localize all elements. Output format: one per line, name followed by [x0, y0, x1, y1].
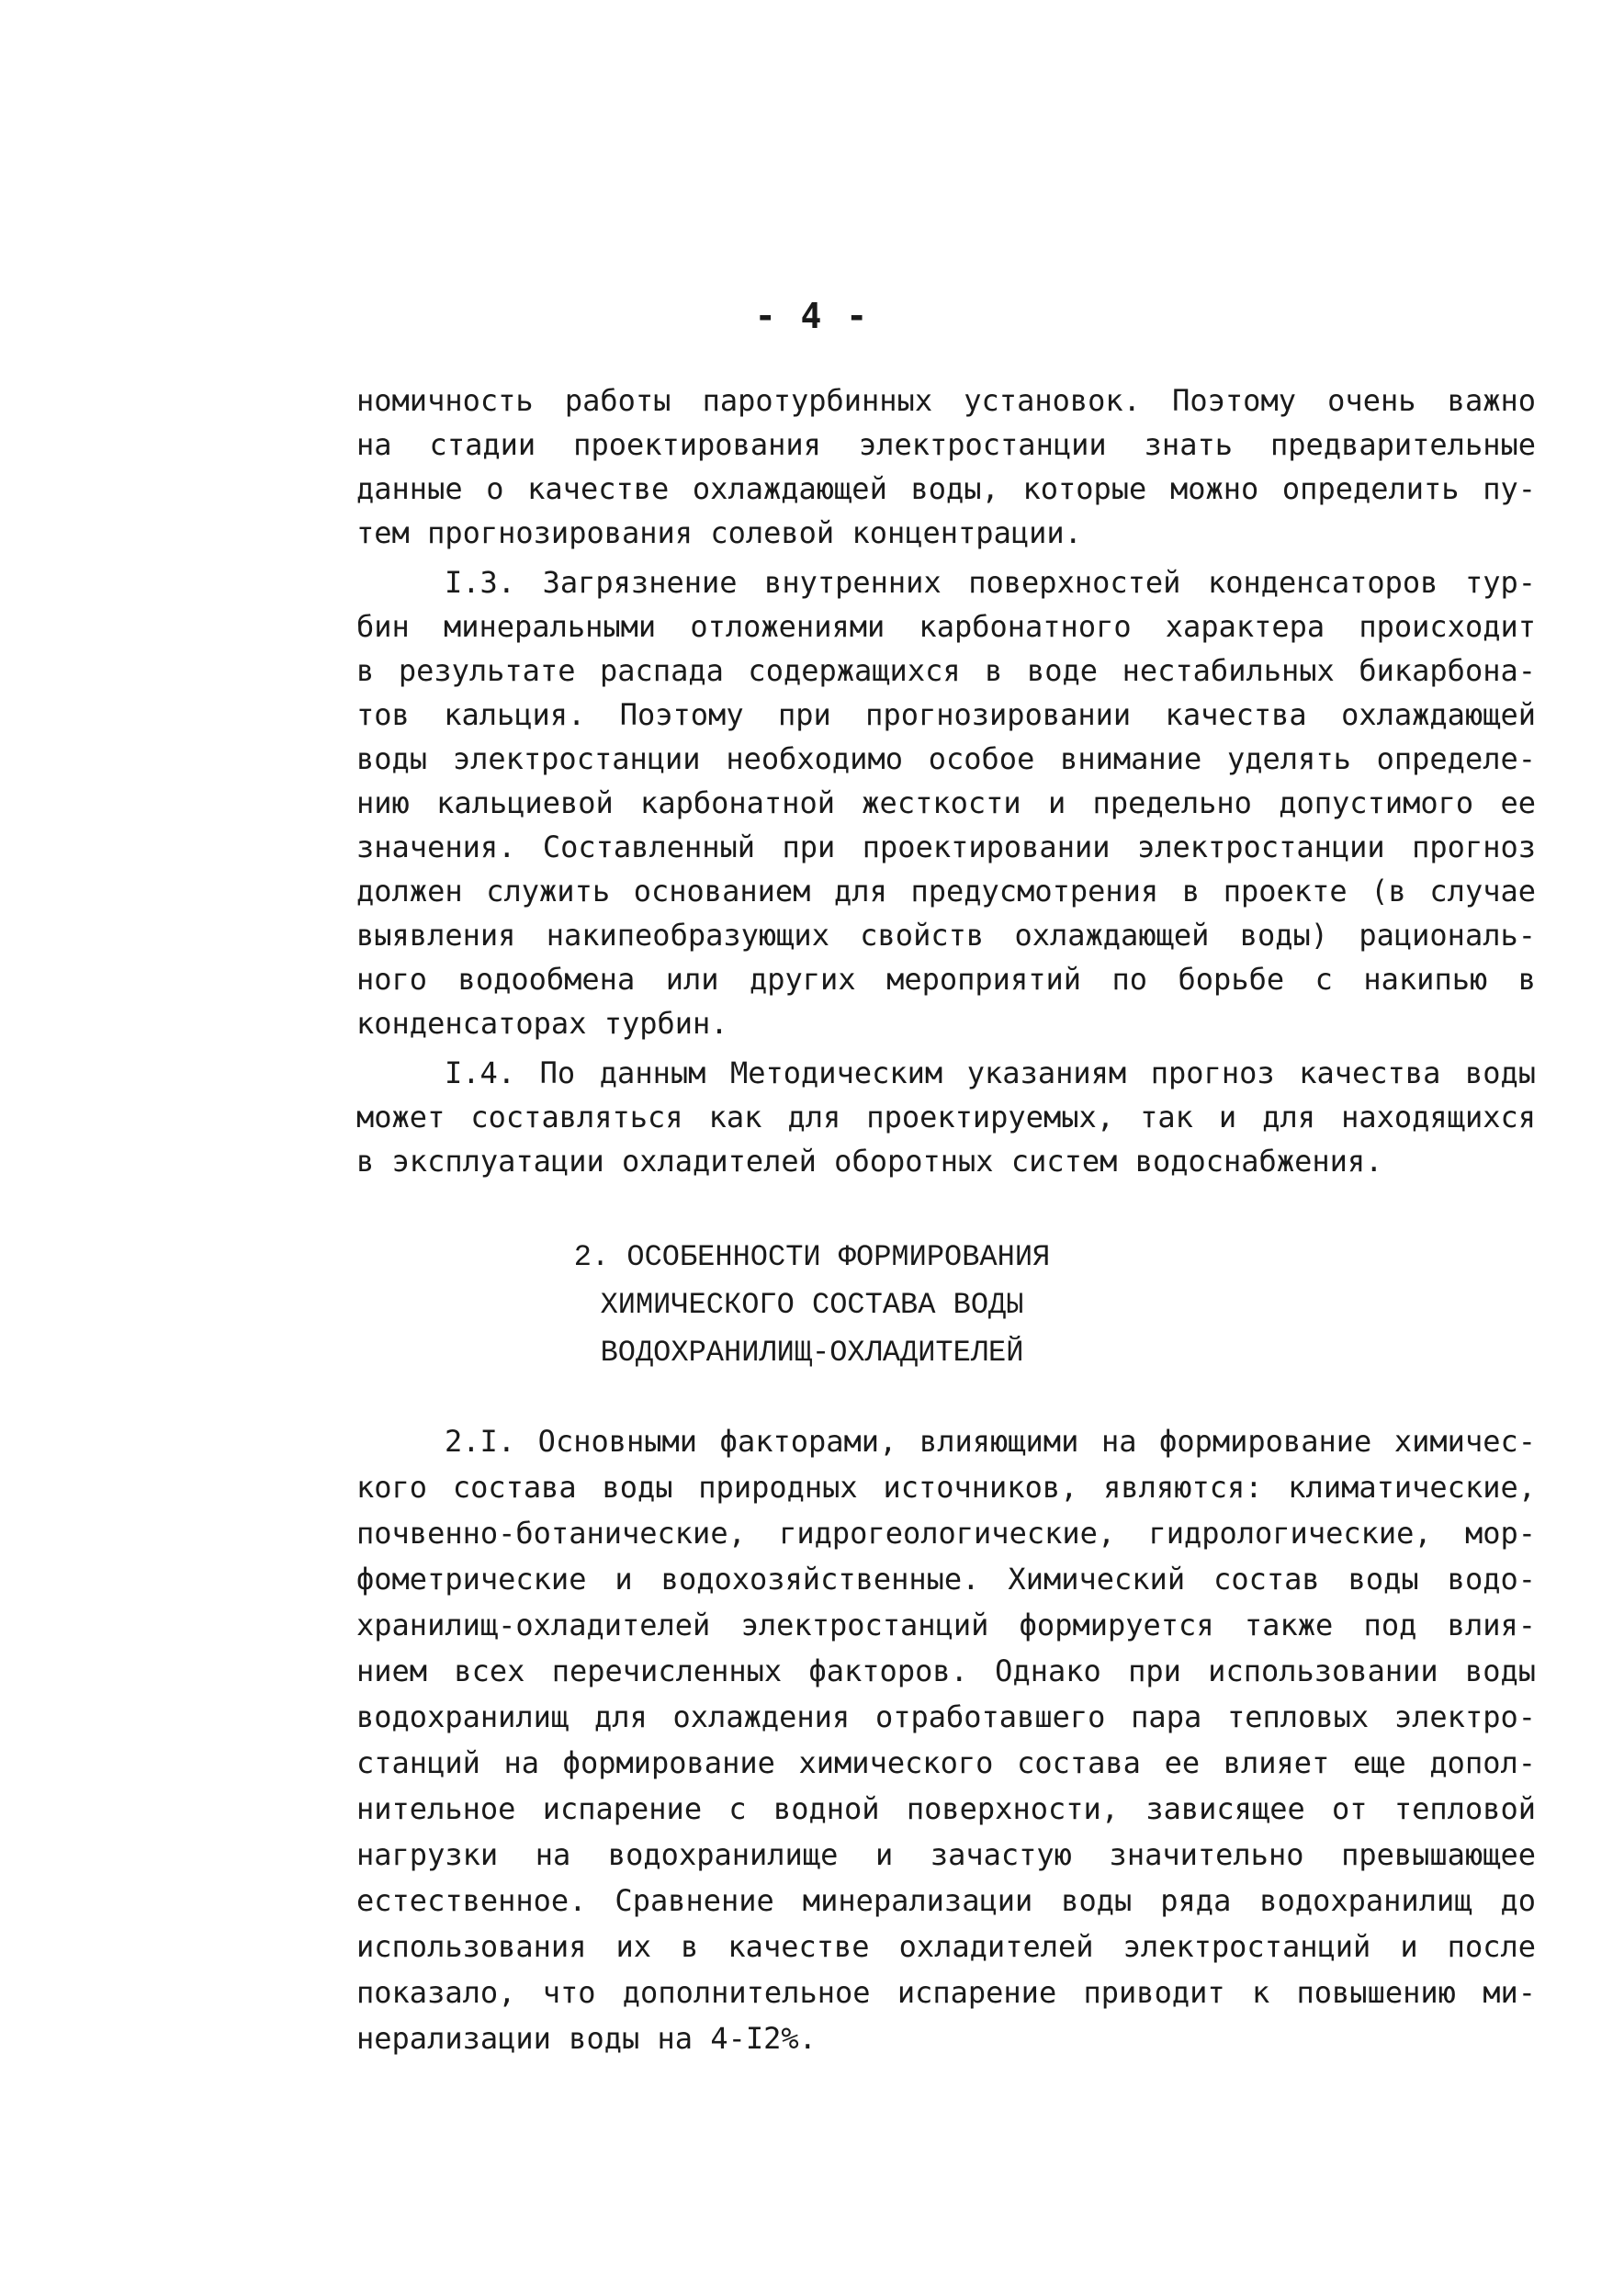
section-2-1-line: нерализации воды на 4-I2%.: [356, 2021, 817, 2056]
section-1-3-line: в результате распада содержащихся в воде нестабильных бикарбона-: [356, 653, 1536, 688]
section-1-4-line: I.4. По данным Методическим указаниям прогноз качества воды: [445, 1055, 1536, 1090]
section-1-4-line: может составляться как для проектируемых, так и для находящихся: [356, 1100, 1536, 1134]
section-1-3-line: воды электростанции необходимо особое внимание уделять определе-: [356, 741, 1536, 776]
section-1-3-line: I.3. Загрязнение внутренних поверхностей конденсаторов тур-: [445, 565, 1536, 600]
section-2-1-line: кого состава воды природных источников, являются: климатические,: [356, 1470, 1536, 1505]
section-2-1-line: почвенно-ботанические, гидрогеологические, гидрологические, мор-: [356, 1516, 1536, 1551]
section-2-1-line: станций на формирование химического состава ее влияет еще допол-: [356, 1745, 1536, 1780]
section-1-3-line: конденсаторах турбин.: [356, 1006, 728, 1041]
paragraph-1-line: тем прогнозирования солевой концентрации.: [356, 515, 1082, 550]
paragraph-1-line: номичность работы паротурбинных установок. Поэтому очень важно: [356, 383, 1536, 418]
paragraph-1-line: данные о качестве охлаждающей воды, которые можно определить пу-: [356, 471, 1536, 506]
section-2-1-line: фометрические и водохозяйственные. Химический состав воды водо-: [356, 1562, 1536, 1597]
section-1-3-line: выявления накипеобразующих свойств охлаждающей воды) рациональ-: [356, 918, 1536, 953]
section-1-3-line: тов кальция. Поэтому при прогнозировании качества охлаждающей: [356, 697, 1536, 732]
section-2-1-line: нагрузки на водохранилище и зачастую значительно превышающее: [356, 1837, 1536, 1872]
section-1-3-line: бин минеральными отложениями карбонатного характера происходит: [356, 609, 1536, 644]
section-1-3-line: должен служить основанием для предусмотрения в проекте (в случае: [356, 874, 1536, 908]
section-2-1-line: 2.I. Основными факторами, влияющими на формирование химичес-: [445, 1424, 1536, 1459]
section-2-1-line: показало, что дополнительное испарение приводит к повышению ми-: [356, 1975, 1536, 2010]
section-1-3-line: нию кальциевой карбонатной жесткости и предельно допустимого ее: [356, 785, 1536, 820]
section-2-1-line: хранилищ-охладителей электростанций формируется также под влия-: [356, 1608, 1536, 1642]
section-1-3-line: ного водообмена или других мероприятий по борьбе с накипью в: [356, 962, 1536, 997]
section-1-4-line: в эксплуатации охладителей оборотных систем водоснабжения.: [356, 1144, 1383, 1179]
section-2-1-line: нием всех перечисленных факторов. Однако при использовании воды: [356, 1653, 1536, 1688]
section-2-heading-line: ХИМИЧЕСКОГО СОСТАВА ВОДЫ: [600, 1288, 1024, 1322]
section-1-3-line: значения. Составленный при проектировании электростанции прогноз: [356, 830, 1536, 864]
section-2-1-line: нительное испарение с водной поверхности, зависящее от тепловой: [356, 1791, 1536, 1826]
section-2-heading-line: 2. ОСОБЕННОСТИ ФОРМИРОВАНИЯ: [573, 1240, 1051, 1274]
page-number: - 4 -: [754, 296, 870, 336]
section-2-1-line: использования их в качестве охладителей электростанций и после: [356, 1929, 1536, 1964]
paragraph-1-line: на стадии проектирования электростанции знать предварительные: [356, 427, 1536, 462]
section-2-1-line: естественное. Сравнение минерализации воды ряда водохранилищ до: [356, 1883, 1536, 1918]
section-2-1-line: водохранилищ для охлаждения отработавшего пара тепловых электро-: [356, 1699, 1536, 1734]
section-2-heading-line: ВОДОХРАНИЛИЩ-ОХЛАДИТЕЛЕЙ: [600, 1336, 1024, 1370]
